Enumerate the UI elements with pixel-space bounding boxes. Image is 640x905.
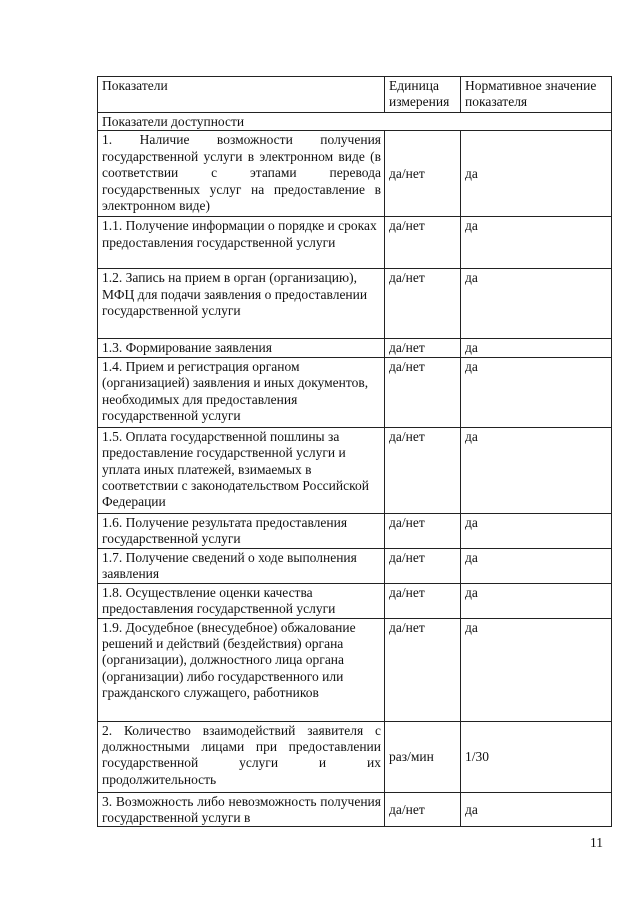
indicator-norm: да: [461, 792, 612, 827]
table-row: [98, 721, 612, 792]
indicator-name: 1.3. Формирование заявления: [98, 339, 385, 357]
indicator-name: 1.7. Получение сведений о ходе выполнения заявления: [98, 548, 385, 583]
indicator-norm: да: [461, 357, 612, 427]
indicator-unit: да/нет: [385, 618, 461, 721]
indicator-norm: да: [461, 427, 612, 513]
table-row: [98, 339, 612, 357]
indicator-name: 1.9. Досудебное (внесудебное) обжалование решений и действий (бездействия) органа (организации), должностного лица органа (организации) либо государственного или гражданского служащего, работников: [98, 618, 385, 721]
table-row: [98, 217, 612, 269]
indicator-name: 1.6. Получение результата предоставления государственной услуги: [98, 513, 385, 548]
indicator-norm: да: [461, 339, 612, 357]
table-row: [98, 357, 612, 427]
indicator-name: 3. Возможность либо невозможность получения государственной услуги в: [98, 792, 385, 827]
indicator-name: 1.2. Запись на прием в орган (организацию), МФЦ для подачи заявления о предоставлении государственной услуги: [98, 269, 385, 339]
indicator-name: 1.4. Прием и регистрация органом (организацией) заявления и иных документов, необходимых для предоставления государственной услуги: [98, 357, 385, 427]
table-row: [98, 618, 612, 721]
indicator-unit: да/нет: [385, 513, 461, 548]
table-header-row: [98, 77, 612, 113]
indicator-unit: да/нет: [385, 217, 461, 269]
table-row: [98, 131, 612, 217]
table-row: [98, 427, 612, 513]
indicator-norm: да: [461, 269, 612, 339]
indicator-norm: да: [461, 618, 612, 721]
page-number: 11: [590, 835, 603, 850]
indicators-table: [97, 76, 612, 827]
indicator-name: 2. Количество взаимодействий заявителя с должностными лицами при предоставлении государственной услуги и их продолжительность: [98, 721, 385, 792]
indicator-name: 1.1. Получение информации о порядке и сроках предоставления государственной услуги: [98, 217, 385, 269]
header-norm: Нормативное значение показателя: [461, 77, 612, 113]
indicator-name: 1. Наличие возможности получения государственной услуги в электронном виде (в соответствии с этапами перевода государственных услуг на предоставление в электронном виде): [98, 131, 385, 217]
indicator-name: 1.8. Осуществление оценки качества предоставления государственной услуги: [98, 583, 385, 618]
table-row: [98, 548, 612, 583]
header-unit: Единица измерения: [385, 77, 461, 113]
indicator-unit: да/нет: [385, 339, 461, 357]
indicator-unit: да/нет: [385, 548, 461, 583]
section-row: [98, 113, 612, 131]
indicator-norm: 1/30: [461, 721, 612, 792]
indicator-unit: да/нет: [385, 131, 461, 217]
indicator-unit: да/нет: [385, 357, 461, 427]
indicator-norm: да: [461, 131, 612, 217]
indicator-unit: раз/мин: [385, 721, 461, 792]
header-indicators: Показатели: [98, 77, 385, 113]
table-row: [98, 513, 612, 548]
indicator-norm: да: [461, 583, 612, 618]
table-row: [98, 583, 612, 618]
section-title: Показатели доступности: [98, 113, 612, 131]
indicator-unit: да/нет: [385, 583, 461, 618]
indicator-norm: да: [461, 548, 612, 583]
indicator-unit: да/нет: [385, 792, 461, 827]
indicator-unit: да/нет: [385, 427, 461, 513]
table-row: [98, 269, 612, 339]
indicator-name: 1.5. Оплата государственной пошлины за предоставление государственной услуги и уплата иных платежей, взимаемых в соответствии с законодательством Российской Федерации: [98, 427, 385, 513]
indicator-norm: да: [461, 217, 612, 269]
indicator-norm: да: [461, 513, 612, 548]
table-row: [98, 792, 612, 827]
indicator-unit: да/нет: [385, 269, 461, 339]
